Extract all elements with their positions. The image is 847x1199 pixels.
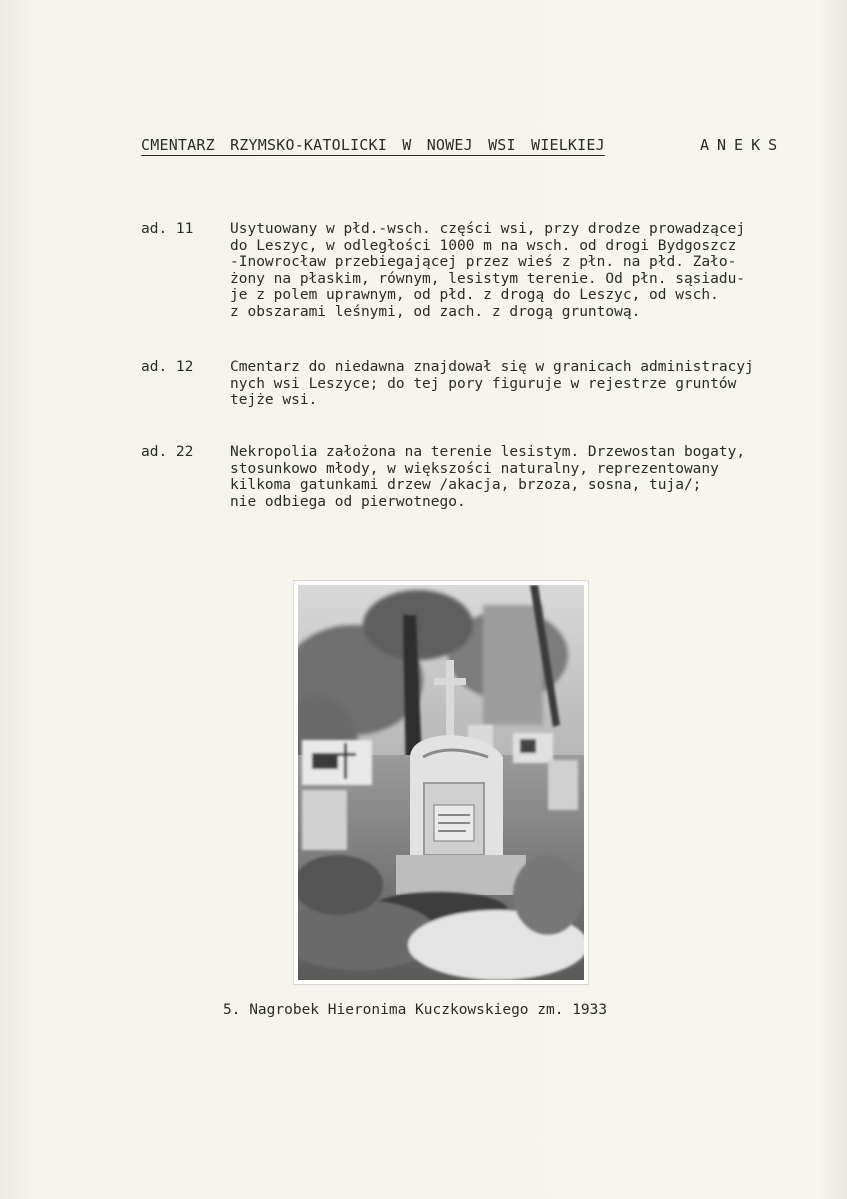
document-title: CMENTARZ RZYMSKO-KATOLICKI W NOWEJ WSI WIELKIEJ — [141, 136, 605, 154]
text-line: Usytuowany w płd.-wsch. części wsi, przy drodze prowadzącej — [230, 221, 746, 237]
page-header — [141, 136, 821, 160]
text-line: do Leszyc, w odległości 1000 m na wsch. od drogi Bydgoszcz — [230, 237, 737, 254]
gravestone-photo-image — [298, 585, 584, 980]
text-line: je z polem uprawnym, od płd. z drogą do Leszyc, od wsch. — [230, 287, 719, 303]
text-line: kilkoma gatunkami drzew /akacja, brzoza, sosna, tuja/; — [230, 477, 702, 493]
photo-caption: 5. Nagrobek Hieronima Kuczkowskiego zm. 1933 — [223, 1002, 608, 1018]
text-line: nie odbiega od pierwotnego. — [230, 493, 466, 510]
paragraph-number: ad. 12 — [141, 359, 194, 375]
text-line: stosunkowo młody, w większości naturalny, reprezentowany — [230, 460, 719, 477]
text-line: Cmentarz do niedawna znajdował się w granicach administracyj — [230, 359, 754, 375]
text-line: -Inowrocław przebiegającej przez wieś z płn. na płd. Zało- — [230, 254, 737, 270]
paragraph-text — [230, 221, 840, 320]
paragraph-text — [230, 444, 840, 510]
text-line: tejże wsi. — [230, 392, 318, 408]
text-line: żony na płaskim, równym, lesistym terenie. Od płn. sąsiadu- — [230, 270, 746, 287]
paragraph-number: ad. 11 — [141, 221, 194, 237]
paragraph-text — [230, 359, 840, 409]
paragraph-number: ad. 22 — [141, 444, 194, 460]
annex-label: ANEKS — [700, 136, 786, 154]
text-line: Nekropolia założona na terenie lesistym. Drzewostan bogaty, — [230, 444, 746, 460]
gravestone-photo — [293, 580, 589, 985]
text-line: z obszarami leśnymi, od zach. z drogą gruntową. — [230, 303, 641, 320]
text-line: nych wsi Leszyce; do tej pory figuruje w rejestrze gruntów — [230, 375, 737, 392]
